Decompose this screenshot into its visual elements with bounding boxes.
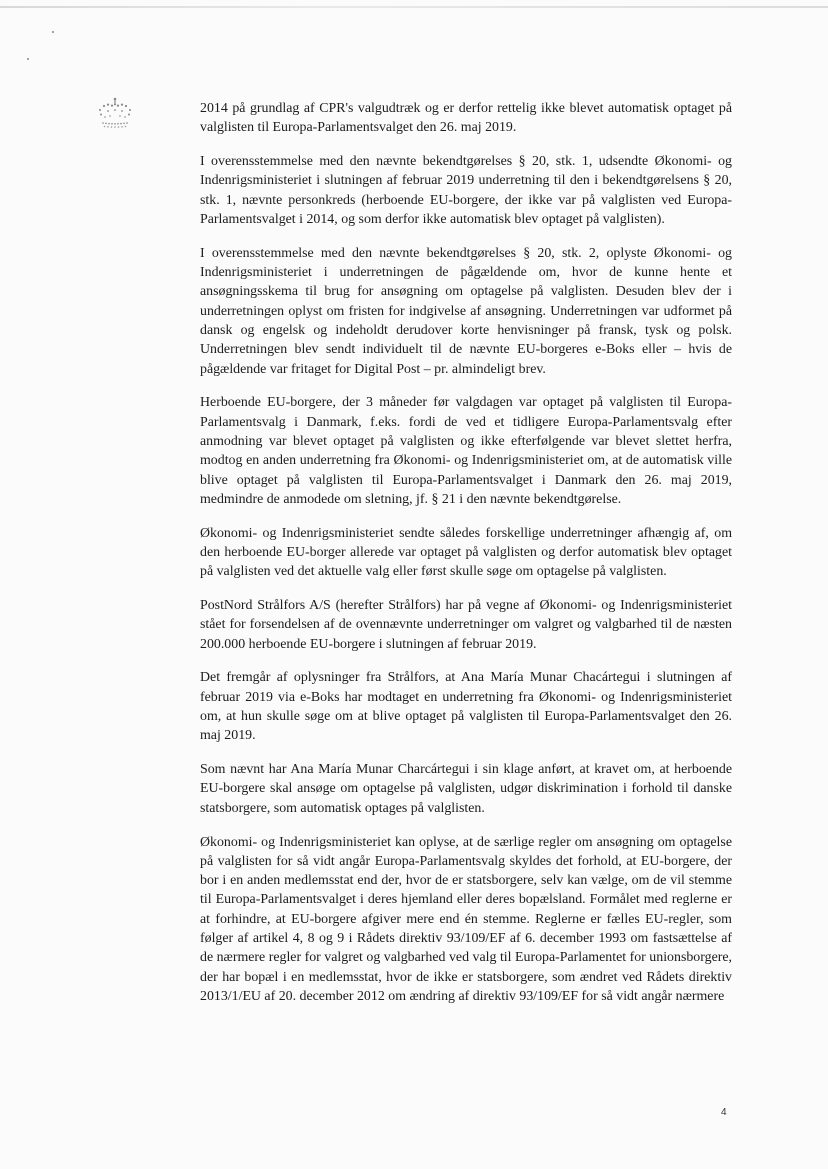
paragraph: I overensstemmelse med den nævnte bekendtgørelses § 20, stk. 1, udsendte Økonomi- og Indenrigsministeriet i slutningen af februar 2019 underretning til den i bekendtgørelsens § 20, stk. 1, nævnte personkreds (herboende EU-borgere, der ikke var på valglisten ved Europa-Parlamentsvalget i 2014, og som derfor ikke automatisk blev optaget på valglisten). [200,154,732,227]
paragraph: 2014 på grundlag af CPR's valgudtræk og er derfor rettelig ikke blevet automatisk optaget på valglisten til Europa-Parlamentsvalget den 26. maj 2019. [200,101,732,136]
page-number: 4 [721,1107,727,1118]
document-body [200,99,732,1021]
scan-speck [27,58,29,60]
paragraph: Det fremgår af oplysninger fra Strålfors, at Ana María Munar Chacártegui i slutningen af februar 2019 via e-Boks har modtaget en underretning fra Økonomi- og Indenrigsministeriet om, at hun skulle søge om at blive optaget på valglisten til Europa-Parlamentsvalget den 26. maj 2019. [200,670,732,744]
paragraph: Økonomi- og Indenrigsministeriet sendte således forskellige underretninger afhængig af, om den herboende EU-borger allerede var optaget på valglisten og derfor automatisk blev optaget på valglisten ved det aktuelle valg eller først skulle søge om optagelse på valglisten. [200,525,732,580]
paragraph: I overensstemmelse med den nævnte bekendtgørelses § 20, stk. 2, oplyste Økonomi- og Indenrigsministeriet i underretningen de pågældende om, hvor de kunne hente et ansøgningsskema til brug for ansøgning om optagelse på valglisten. Desuden blev der i underretningen oplyst om fristen for indgivelse af ansøgning. Underretningen var udformet på dansk og engelsk og indeholdt derudover korte henvisninger på fransk, tysk og polsk. Underretningen blev sendt individuelt til de nævnte EU-borgeres e-Boks eller – hvis de pågældende var fritaget for Digital Post – pr. almindeligt brev. [200,245,732,377]
crown-logo-icon [94,96,136,130]
scan-speck [52,31,54,33]
paragraph: Herboende EU-borgere, der 3 måneder før valgdagen var optaget på valglisten til Europa-Parlamentsvalg i Danmark, f.eks. fordi de ved et tidligere Europa-Parlamentsvalg efter anmodning var blevet optaget på valglisten og ikke efterfølgende var blevet slettet herfra, modtog en anden underretning fra Økonomi- og Indenrigsministeriet om, at de automatisk ville blive optaget på valglisten til Europa-Parlamentsvalget i Danmark den 26. maj 2019, medmindre de anmodede om sletning, jf. § 21 i den nævnte bekendtgørelse. [200,395,732,507]
paragraph: Økonomi- og Indenrigsministeriet kan oplyse, at de særlige regler om ansøgning om optagelse på valglisten for så vidt angår Europa-Parlamentsvalg skyldes det forhold, at EU-borgere, der bor i en anden medlemsstat end der, hvor de er statsborgere, selv kan vælge, om de vil stemme til Europa-Parlamentsvalget i deres hjemland eller deres bopælsland. Formålet med reglerne er at forhindre, at EU-borgere afgiver mere end én stemme. Reglerne er fælles EU-regler, som følger af artikel 4, 8 og 9 i Rådets direktiv 93/109/EF af 6. december 1993 om fastsættelse af de nærmere regler for valgret og valgbarhed ved valg til Europa-Parlamentet for unionsborgere, der har bopæl i en medlemsstat, hvor de ikke er statsborgere, som ændret ved Rådets direktiv 2013/1/EU af 20. december 2012 om ændring af direktiv 93/109/EF for så vidt angår nærmere [200,834,732,1004]
page-top-edge [0,6,828,8]
paragraph: Som nævnt har Ana María Munar Charcártegui i sin klage anført, at kravet om, at herboende EU-borgere skal ansøge om optagelse på valglisten, udgør diskrimination i forhold til danske statsborgere, som automatisk optages på valglisten. [200,762,732,816]
paragraph: PostNord Strålfors A/S (herefter Strålfors) har på vegne af Økonomi- og Indenrigsministeriet stået for forsendelsen af de ovennævnte underretninger om valgret og valgbarhed til de næsten 200.000 herboende EU-borgere i slutningen af februar 2019. [200,598,732,652]
